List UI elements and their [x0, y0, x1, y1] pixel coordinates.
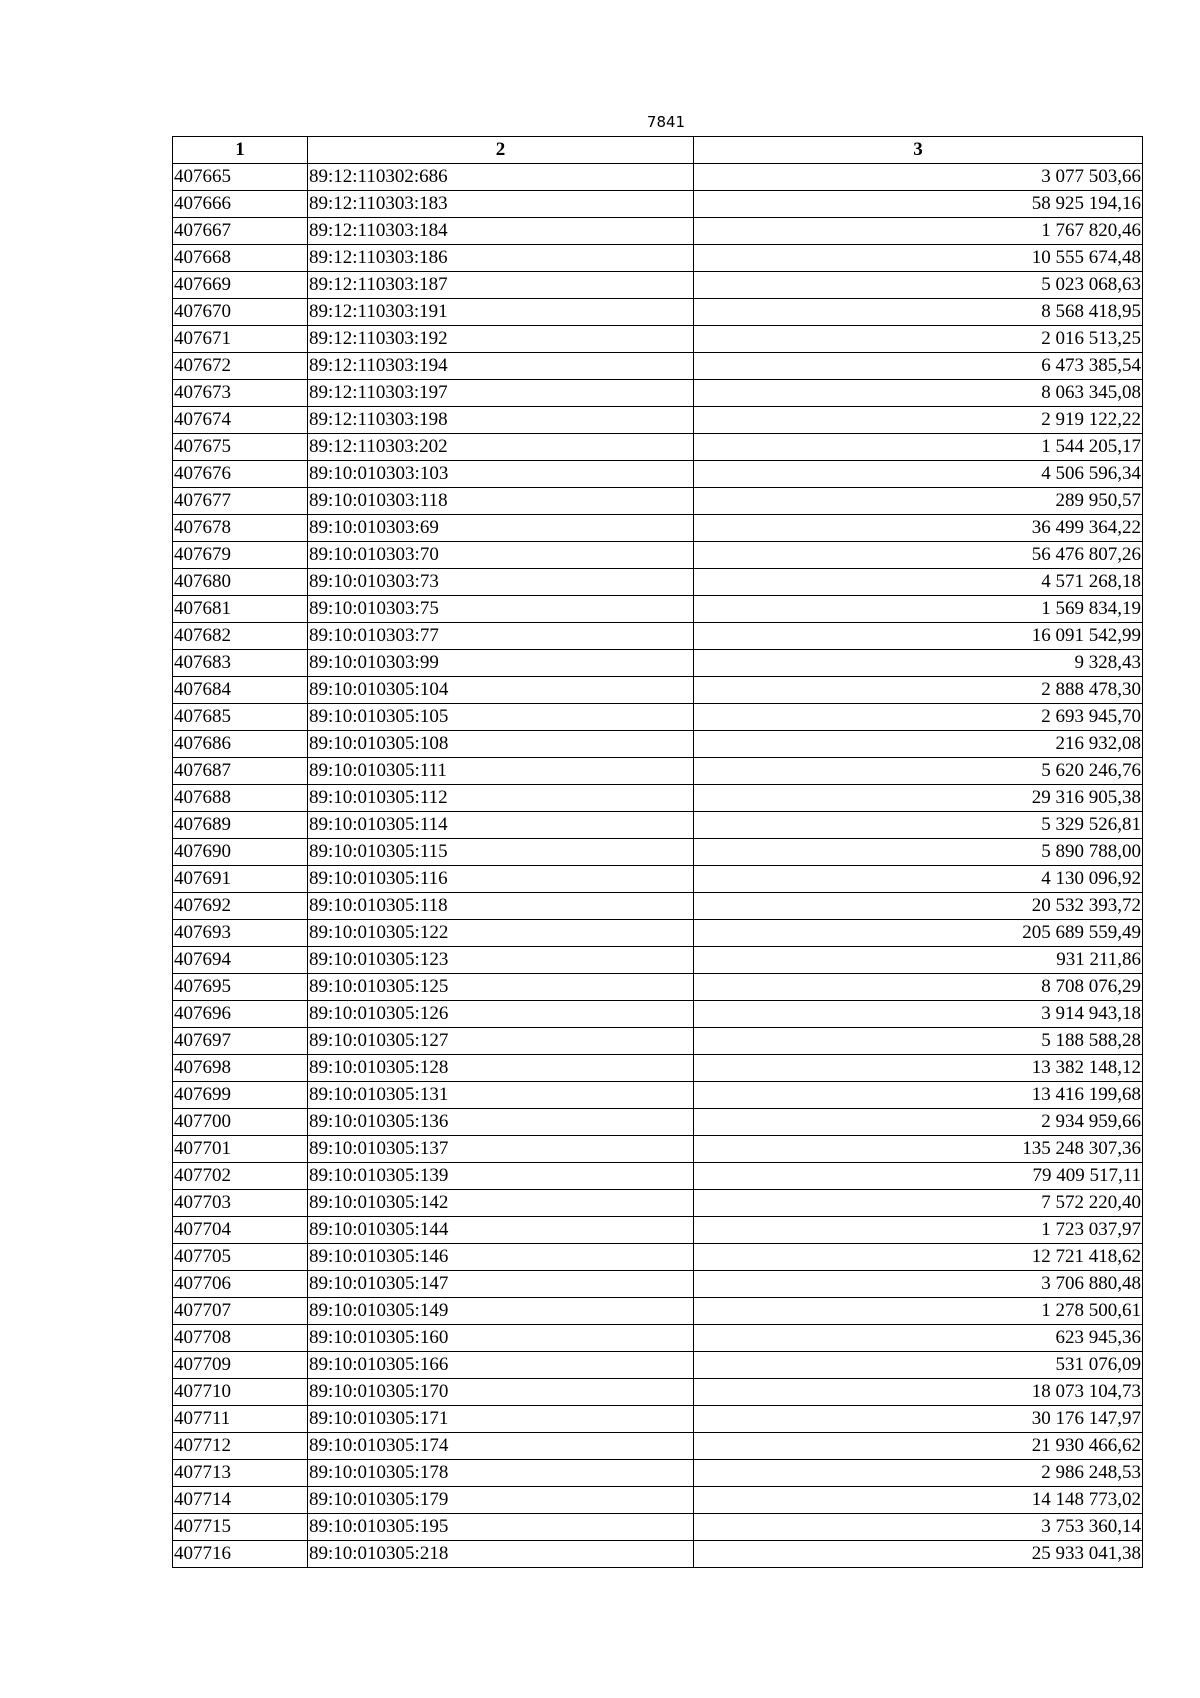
value-cell: 29 316 905,38 — [694, 785, 1143, 812]
value-cell: 135 248 307,36 — [694, 1136, 1143, 1163]
row-number-cell: 407697 — [173, 1028, 308, 1055]
cadastral-number-cell: 89:10:010303:73 — [308, 569, 694, 596]
table-row — [173, 893, 1143, 920]
row-number-cell: 407693 — [173, 920, 308, 947]
row-number-cell: 407671 — [173, 326, 308, 353]
row-number-cell: 407680 — [173, 569, 308, 596]
value-cell: 4 506 596,34 — [694, 461, 1143, 488]
row-number-cell: 407672 — [173, 353, 308, 380]
cadastral-number-cell: 89:10:010305:123 — [308, 947, 694, 974]
cadastral-number-cell: 89:10:010305:147 — [308, 1271, 694, 1298]
value-cell: 8 568 418,95 — [694, 299, 1143, 326]
table-row — [173, 515, 1143, 542]
row-number-cell: 407684 — [173, 677, 308, 704]
row-number-cell: 407694 — [173, 947, 308, 974]
table-row — [173, 1487, 1143, 1514]
table-row — [173, 866, 1143, 893]
table-body — [173, 164, 1143, 1568]
table-row — [173, 677, 1143, 704]
value-cell: 14 148 773,02 — [694, 1487, 1143, 1514]
value-cell: 931 211,86 — [694, 947, 1143, 974]
column-header-1: 1 — [173, 137, 308, 164]
table-row — [173, 650, 1143, 677]
table-row — [173, 434, 1143, 461]
row-number-cell: 407690 — [173, 839, 308, 866]
value-cell: 289 950,57 — [694, 488, 1143, 515]
table-row — [173, 245, 1143, 272]
table-row — [173, 353, 1143, 380]
table-row — [173, 1460, 1143, 1487]
cadastral-number-cell: 89:10:010305:174 — [308, 1433, 694, 1460]
table-row — [173, 218, 1143, 245]
value-cell: 5 890 788,00 — [694, 839, 1143, 866]
cadastral-number-cell: 89:10:010305:171 — [308, 1406, 694, 1433]
value-cell: 1 278 500,61 — [694, 1298, 1143, 1325]
cadastral-number-cell: 89:10:010305:178 — [308, 1460, 694, 1487]
table-row — [173, 596, 1143, 623]
cadastral-number-cell: 89:12:110303:202 — [308, 434, 694, 461]
row-number-cell: 407670 — [173, 299, 308, 326]
cadastral-number-cell: 89:10:010305:126 — [308, 1001, 694, 1028]
table-header — [173, 137, 1143, 164]
row-number-cell: 407665 — [173, 164, 308, 191]
column-header-3: 3 — [694, 137, 1143, 164]
row-number-cell: 407666 — [173, 191, 308, 218]
value-cell: 3 077 503,66 — [694, 164, 1143, 191]
table-row — [173, 1001, 1143, 1028]
cadastral-number-cell: 89:10:010305:131 — [308, 1082, 694, 1109]
row-number-cell: 407711 — [173, 1406, 308, 1433]
table-row — [173, 272, 1143, 299]
table-row — [173, 488, 1143, 515]
table-row — [173, 1217, 1143, 1244]
row-number-cell: 407689 — [173, 812, 308, 839]
cadastral-number-cell: 89:10:010305:139 — [308, 1163, 694, 1190]
value-cell: 21 930 466,62 — [694, 1433, 1143, 1460]
value-cell: 12 721 418,62 — [694, 1244, 1143, 1271]
row-number-cell: 407707 — [173, 1298, 308, 1325]
value-cell: 2 888 478,30 — [694, 677, 1143, 704]
row-number-cell: 407710 — [173, 1379, 308, 1406]
table-row — [173, 1136, 1143, 1163]
row-number-cell: 407683 — [173, 650, 308, 677]
cadastral-number-cell: 89:10:010305:111 — [308, 758, 694, 785]
value-cell: 13 382 148,12 — [694, 1055, 1143, 1082]
value-cell: 216 932,08 — [694, 731, 1143, 758]
cadastral-number-cell: 89:10:010303:118 — [308, 488, 694, 515]
value-cell: 2 693 945,70 — [694, 704, 1143, 731]
row-number-cell: 407675 — [173, 434, 308, 461]
table-row — [173, 920, 1143, 947]
value-cell: 79 409 517,11 — [694, 1163, 1143, 1190]
row-number-cell: 407687 — [173, 758, 308, 785]
row-number-cell: 407695 — [173, 974, 308, 1001]
row-number-cell: 407698 — [173, 1055, 308, 1082]
row-number-cell: 407700 — [173, 1109, 308, 1136]
page-number: 7841 — [646, 113, 686, 131]
value-cell: 25 933 041,38 — [694, 1541, 1143, 1568]
value-cell: 4 130 096,92 — [694, 866, 1143, 893]
row-number-cell: 407677 — [173, 488, 308, 515]
value-cell: 8 708 076,29 — [694, 974, 1143, 1001]
table-row — [173, 461, 1143, 488]
table-row — [173, 542, 1143, 569]
cadastral-number-cell: 89:12:110303:183 — [308, 191, 694, 218]
cadastral-number-cell: 89:10:010305:128 — [308, 1055, 694, 1082]
value-cell: 16 091 542,99 — [694, 623, 1143, 650]
cadastral-number-cell: 89:10:010305:122 — [308, 920, 694, 947]
cadastral-number-cell: 89:12:110303:187 — [308, 272, 694, 299]
table-row — [173, 785, 1143, 812]
table-row — [173, 947, 1143, 974]
table-row — [173, 1109, 1143, 1136]
value-cell: 30 176 147,97 — [694, 1406, 1143, 1433]
value-cell: 5 023 068,63 — [694, 272, 1143, 299]
cadastral-number-cell: 89:12:110303:197 — [308, 380, 694, 407]
table-row — [173, 1514, 1143, 1541]
cadastral-number-cell: 89:12:110303:192 — [308, 326, 694, 353]
cadastral-number-cell: 89:10:010305:112 — [308, 785, 694, 812]
table-row — [173, 1541, 1143, 1568]
value-cell: 9 328,43 — [694, 650, 1143, 677]
cadastral-number-cell: 89:10:010305:114 — [308, 812, 694, 839]
row-number-cell: 407669 — [173, 272, 308, 299]
table-row — [173, 1433, 1143, 1460]
table-row — [173, 812, 1143, 839]
cadastral-number-cell: 89:12:110302:686 — [308, 164, 694, 191]
row-number-cell: 407676 — [173, 461, 308, 488]
cadastral-number-cell: 89:10:010303:70 — [308, 542, 694, 569]
table-row — [173, 1082, 1143, 1109]
table-row — [173, 1190, 1143, 1217]
cadastral-number-cell: 89:10:010305:116 — [308, 866, 694, 893]
value-cell: 36 499 364,22 — [694, 515, 1143, 542]
row-number-cell: 407696 — [173, 1001, 308, 1028]
cadastral-number-cell: 89:12:110303:184 — [308, 218, 694, 245]
row-number-cell: 407674 — [173, 407, 308, 434]
table-row — [173, 1244, 1143, 1271]
value-cell: 3 753 360,14 — [694, 1514, 1143, 1541]
cadastral-number-cell: 89:10:010305:108 — [308, 731, 694, 758]
cadastral-number-cell: 89:10:010305:160 — [308, 1325, 694, 1352]
value-cell: 531 076,09 — [694, 1352, 1143, 1379]
table-row — [173, 1406, 1143, 1433]
value-cell: 5 329 526,81 — [694, 812, 1143, 839]
cadastral-number-cell: 89:10:010305:146 — [308, 1244, 694, 1271]
row-number-cell: 407703 — [173, 1190, 308, 1217]
row-number-cell: 407715 — [173, 1514, 308, 1541]
row-number-cell: 407716 — [173, 1541, 308, 1568]
table-row — [173, 839, 1143, 866]
row-number-cell: 407667 — [173, 218, 308, 245]
value-cell: 2 016 513,25 — [694, 326, 1143, 353]
value-cell: 7 572 220,40 — [694, 1190, 1143, 1217]
value-cell: 205 689 559,49 — [694, 920, 1143, 947]
row-number-cell: 407678 — [173, 515, 308, 542]
row-number-cell: 407673 — [173, 380, 308, 407]
value-cell: 4 571 268,18 — [694, 569, 1143, 596]
row-number-cell: 407685 — [173, 704, 308, 731]
table-row — [173, 623, 1143, 650]
value-cell: 2 986 248,53 — [694, 1460, 1143, 1487]
table-row — [173, 758, 1143, 785]
row-number-cell: 407682 — [173, 623, 308, 650]
cadastral-number-cell: 89:12:110303:186 — [308, 245, 694, 272]
table-row — [173, 1352, 1143, 1379]
value-cell: 8 063 345,08 — [694, 380, 1143, 407]
table-row — [173, 380, 1143, 407]
cadastral-number-cell: 89:10:010305:142 — [308, 1190, 694, 1217]
table-row — [173, 974, 1143, 1001]
header-row — [173, 137, 1143, 164]
table-row — [173, 569, 1143, 596]
table-row — [173, 1271, 1143, 1298]
column-header-2: 2 — [308, 137, 694, 164]
cadastral-number-cell: 89:10:010305:149 — [308, 1298, 694, 1325]
row-number-cell: 407709 — [173, 1352, 308, 1379]
value-cell: 6 473 385,54 — [694, 353, 1143, 380]
row-number-cell: 407699 — [173, 1082, 308, 1109]
cadastral-number-cell: 89:12:110303:191 — [308, 299, 694, 326]
row-number-cell: 407713 — [173, 1460, 308, 1487]
value-cell: 10 555 674,48 — [694, 245, 1143, 272]
value-cell: 3 706 880,48 — [694, 1271, 1143, 1298]
value-cell: 5 188 588,28 — [694, 1028, 1143, 1055]
cadastral-number-cell: 89:12:110303:198 — [308, 407, 694, 434]
table-row — [173, 704, 1143, 731]
value-cell: 1 544 205,17 — [694, 434, 1143, 461]
cadastral-number-cell: 89:10:010303:75 — [308, 596, 694, 623]
value-cell: 20 532 393,72 — [694, 893, 1143, 920]
cadastral-number-cell: 89:10:010305:125 — [308, 974, 694, 1001]
value-cell: 2 934 959,66 — [694, 1109, 1143, 1136]
row-number-cell: 407714 — [173, 1487, 308, 1514]
value-cell: 1 723 037,97 — [694, 1217, 1143, 1244]
registry-table — [172, 136, 1143, 1568]
cadastral-number-cell: 89:10:010303:103 — [308, 461, 694, 488]
value-cell: 2 919 122,22 — [694, 407, 1143, 434]
row-number-cell: 407691 — [173, 866, 308, 893]
cadastral-number-cell: 89:10:010305:105 — [308, 704, 694, 731]
value-cell: 1 767 820,46 — [694, 218, 1143, 245]
value-cell: 3 914 943,18 — [694, 1001, 1143, 1028]
value-cell: 623 945,36 — [694, 1325, 1143, 1352]
cadastral-number-cell: 89:10:010305:170 — [308, 1379, 694, 1406]
row-number-cell: 407704 — [173, 1217, 308, 1244]
row-number-cell: 407668 — [173, 245, 308, 272]
table-row — [173, 299, 1143, 326]
row-number-cell: 407712 — [173, 1433, 308, 1460]
cadastral-number-cell: 89:12:110303:194 — [308, 353, 694, 380]
row-number-cell: 407701 — [173, 1136, 308, 1163]
row-number-cell: 407681 — [173, 596, 308, 623]
cadastral-number-cell: 89:10:010305:136 — [308, 1109, 694, 1136]
table-row — [173, 1325, 1143, 1352]
table-row — [173, 407, 1143, 434]
value-cell: 56 476 807,26 — [694, 542, 1143, 569]
cadastral-number-cell: 89:10:010305:179 — [308, 1487, 694, 1514]
cadastral-number-cell: 89:10:010303:69 — [308, 515, 694, 542]
cadastral-number-cell: 89:10:010305:218 — [308, 1541, 694, 1568]
cadastral-number-cell: 89:10:010305:137 — [308, 1136, 694, 1163]
table-row — [173, 1379, 1143, 1406]
row-number-cell: 407706 — [173, 1271, 308, 1298]
row-number-cell: 407679 — [173, 542, 308, 569]
row-number-cell: 407705 — [173, 1244, 308, 1271]
row-number-cell: 407708 — [173, 1325, 308, 1352]
table-row — [173, 1163, 1143, 1190]
table-row — [173, 164, 1143, 191]
table-row — [173, 1028, 1143, 1055]
cadastral-number-cell: 89:10:010305:104 — [308, 677, 694, 704]
value-cell: 5 620 246,76 — [694, 758, 1143, 785]
table-row — [173, 1055, 1143, 1082]
cadastral-number-cell: 89:10:010305:195 — [308, 1514, 694, 1541]
row-number-cell: 407688 — [173, 785, 308, 812]
cadastral-number-cell: 89:10:010303:77 — [308, 623, 694, 650]
row-number-cell: 407702 — [173, 1163, 308, 1190]
table-row — [173, 326, 1143, 353]
table-row — [173, 1298, 1143, 1325]
cadastral-number-cell: 89:10:010305:127 — [308, 1028, 694, 1055]
table-row — [173, 191, 1143, 218]
value-cell: 18 073 104,73 — [694, 1379, 1143, 1406]
cadastral-number-cell: 89:10:010305:118 — [308, 893, 694, 920]
value-cell: 1 569 834,19 — [694, 596, 1143, 623]
cadastral-number-cell: 89:10:010305:144 — [308, 1217, 694, 1244]
cadastral-number-cell: 89:10:010303:99 — [308, 650, 694, 677]
row-number-cell: 407692 — [173, 893, 308, 920]
value-cell: 58 925 194,16 — [694, 191, 1143, 218]
cadastral-number-cell: 89:10:010305:166 — [308, 1352, 694, 1379]
table-row — [173, 731, 1143, 758]
row-number-cell: 407686 — [173, 731, 308, 758]
cadastral-number-cell: 89:10:010305:115 — [308, 839, 694, 866]
value-cell: 13 416 199,68 — [694, 1082, 1143, 1109]
